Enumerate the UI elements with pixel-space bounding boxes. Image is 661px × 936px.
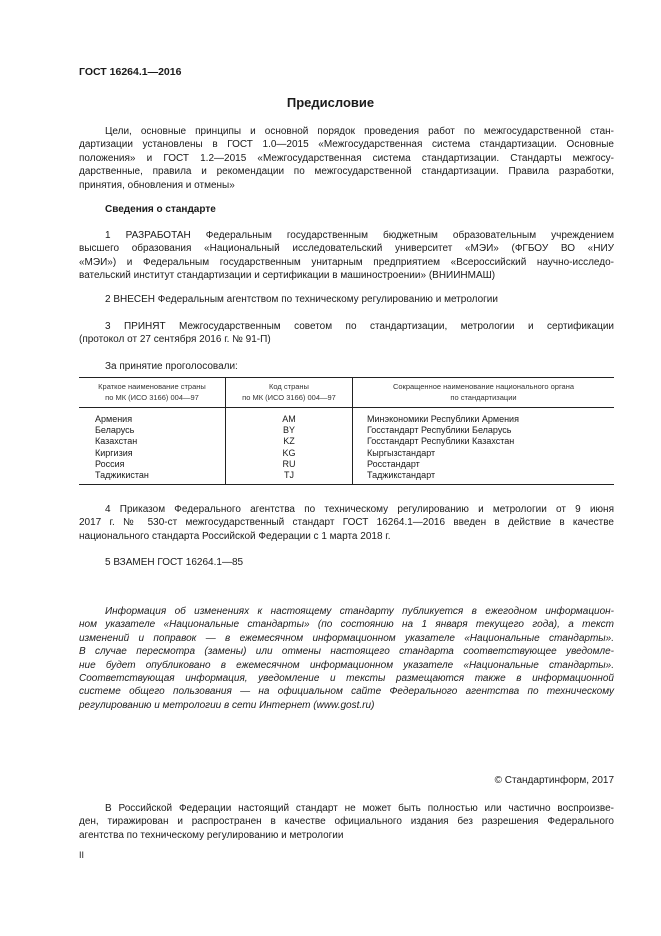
text-line: 2 ВНЕСЕН Федеральным агентством по техническому регулированию и метрологии bbox=[105, 294, 498, 305]
text-line: 1 РАЗРАБОТАН Федеральным государственным бюджетным образовательным учреждением bbox=[105, 230, 614, 241]
table-header-code: Код страны по МК (ИСО 3166) 004—97 bbox=[226, 378, 353, 408]
text-line: ние будет опубликовано в ежемесячном информационном указателе «Национальные стандарты». bbox=[79, 659, 614, 671]
text-line: дарственные, правила и рекомендации по межгосударственной стандартизации. Правила разработки, bbox=[79, 166, 614, 178]
code-cell: KZ bbox=[226, 436, 353, 447]
text-line: 4 Приказом Федерального агентства по техническому регулированию и метрологии от 9 июня bbox=[105, 504, 614, 515]
table-row bbox=[79, 436, 614, 447]
country-cell: Армения bbox=[95, 414, 133, 424]
document-code-header: ГОСТ 16264.1—2016 bbox=[79, 66, 182, 78]
text-line: Соответствующая информация, уведомление и тексты размещаются также в информационной bbox=[79, 673, 614, 685]
amendments-info-notice bbox=[79, 605, 614, 712]
page-number: II bbox=[79, 850, 85, 860]
table-row bbox=[79, 425, 614, 436]
text-line: принятия, обновления и отмены» bbox=[79, 179, 235, 191]
text-line: 5 ВЗАМЕН ГОСТ 16264.1—85 bbox=[105, 557, 244, 568]
body-cell: Минэкономики Республики Армения bbox=[353, 408, 615, 426]
text-line: Цели, основные принципы и основной порядок проведения работ по межгосударственной стан- bbox=[105, 126, 614, 137]
text-line: «МЭИ») и Федеральным государственным унитарным предприятием «Всероссийский научно-исследо- bbox=[79, 256, 614, 268]
text-line: положения» и ГОСТ 1.2—2015 «Межгосударственная система стандартизации. Стандарты межгосу- bbox=[79, 152, 614, 164]
table-row bbox=[79, 408, 614, 426]
text-line: дартизации установлены в ГОСТ 1.0—2015 «Межгосударственная система стандартизации. Основные bbox=[79, 139, 614, 151]
reproduction-notice bbox=[79, 802, 614, 842]
text-line: ном указателе «Национальные стандарты» (по состоянию на 1 января текущего года), а текст bbox=[79, 619, 614, 631]
text-line: В Российской Федерации настоящий стандарт не может быть полностью или частично воспроизве- bbox=[105, 803, 614, 814]
body-cell: Госстандарт Республики Беларусь bbox=[353, 425, 615, 436]
copyright-notice: © Стандартинформ, 2017 bbox=[494, 775, 614, 786]
code-cell: AM bbox=[226, 408, 353, 426]
text-line: агентства по техническому регулированию и метрологии bbox=[79, 829, 344, 841]
country-cell: Таджикистан bbox=[79, 470, 226, 485]
body-cell: Росстандарт bbox=[353, 459, 615, 470]
intro-paragraph bbox=[79, 125, 614, 192]
table-header-country: Краткое наименование страны по МК (ИСО 3166) 004—97 bbox=[79, 378, 226, 408]
item-2-paragraph bbox=[79, 293, 614, 306]
item-4-paragraph bbox=[79, 503, 614, 543]
table-row bbox=[79, 459, 614, 470]
table-header-body: Сокращенное наименование национального органа по стандартизации bbox=[353, 378, 615, 408]
country-cell: Киргизия bbox=[95, 447, 133, 458]
body-cell: Кыргызстандарт bbox=[353, 448, 615, 459]
table-header-row bbox=[79, 378, 614, 408]
item-3-paragraph bbox=[79, 320, 614, 347]
voted-label bbox=[79, 360, 614, 373]
item-1-paragraph bbox=[79, 229, 614, 283]
code-cell: BY bbox=[226, 425, 353, 436]
standard-info-heading: Сведения о стандарте bbox=[105, 204, 216, 215]
text-line: ден, тиражирован и распространен в качестве официального издания без разрешения Федерального bbox=[79, 816, 614, 828]
text-line: изменений и поправок — в ежемесячном информационном указателе «Национальные стандарты». bbox=[79, 632, 614, 644]
text-line: За принятие проголосовали: bbox=[105, 361, 238, 372]
text-line: (протокол от 27 сентября 2016 г. № 91-П) bbox=[79, 334, 271, 346]
text-line: В случае пересмотра (замены) или отмены настоящего стандарта соответствующее уведомле- bbox=[79, 646, 614, 658]
text-line: 2017 г. № 530-ст межгосударственный стандарт ГОСТ 16264.1—2016 введен в действие в качестве bbox=[79, 517, 614, 529]
table-row bbox=[79, 470, 614, 485]
body-cell: Таджикстандарт bbox=[353, 470, 615, 485]
text-line: вательский институт стандартизации и сертификации в машиностроении» (ВНИИНМАШ) bbox=[79, 270, 496, 282]
body-cell: Госстандарт Республики Казахстан bbox=[353, 436, 615, 447]
code-cell: TJ bbox=[226, 470, 353, 485]
code-cell: KG bbox=[226, 448, 353, 459]
text-line: высшего образования «Национальный исследовательский университет «МЭИ» (ФГБОУ ВО «НИУ bbox=[79, 243, 614, 255]
text-line: регулированию и метрологии в сети Интернет (www.gost.ru) bbox=[79, 699, 375, 711]
voting-countries-table bbox=[79, 377, 614, 485]
page-title: Предисловие bbox=[286, 95, 375, 110]
code-cell: RU bbox=[226, 459, 353, 470]
country-cell: Беларусь bbox=[95, 425, 135, 436]
text-line: национального стандарта Российской Федерации с 1 марта 2018 г. bbox=[79, 530, 391, 542]
country-cell: Россия bbox=[95, 458, 125, 469]
item-5-paragraph bbox=[79, 556, 614, 569]
text-line: системе общего пользования — на официальном сайте Федерального агентства по техническому bbox=[79, 686, 614, 698]
text-line: 3 ПРИНЯТ Межгосударственным советом по стандартизации, метрологии и сертификации bbox=[105, 321, 614, 332]
text-line: Информация об изменениях к настоящему стандарту публикуется в ежегодном информацион- bbox=[105, 606, 614, 617]
country-cell: Казахстан bbox=[95, 436, 138, 447]
table-row bbox=[79, 448, 614, 459]
